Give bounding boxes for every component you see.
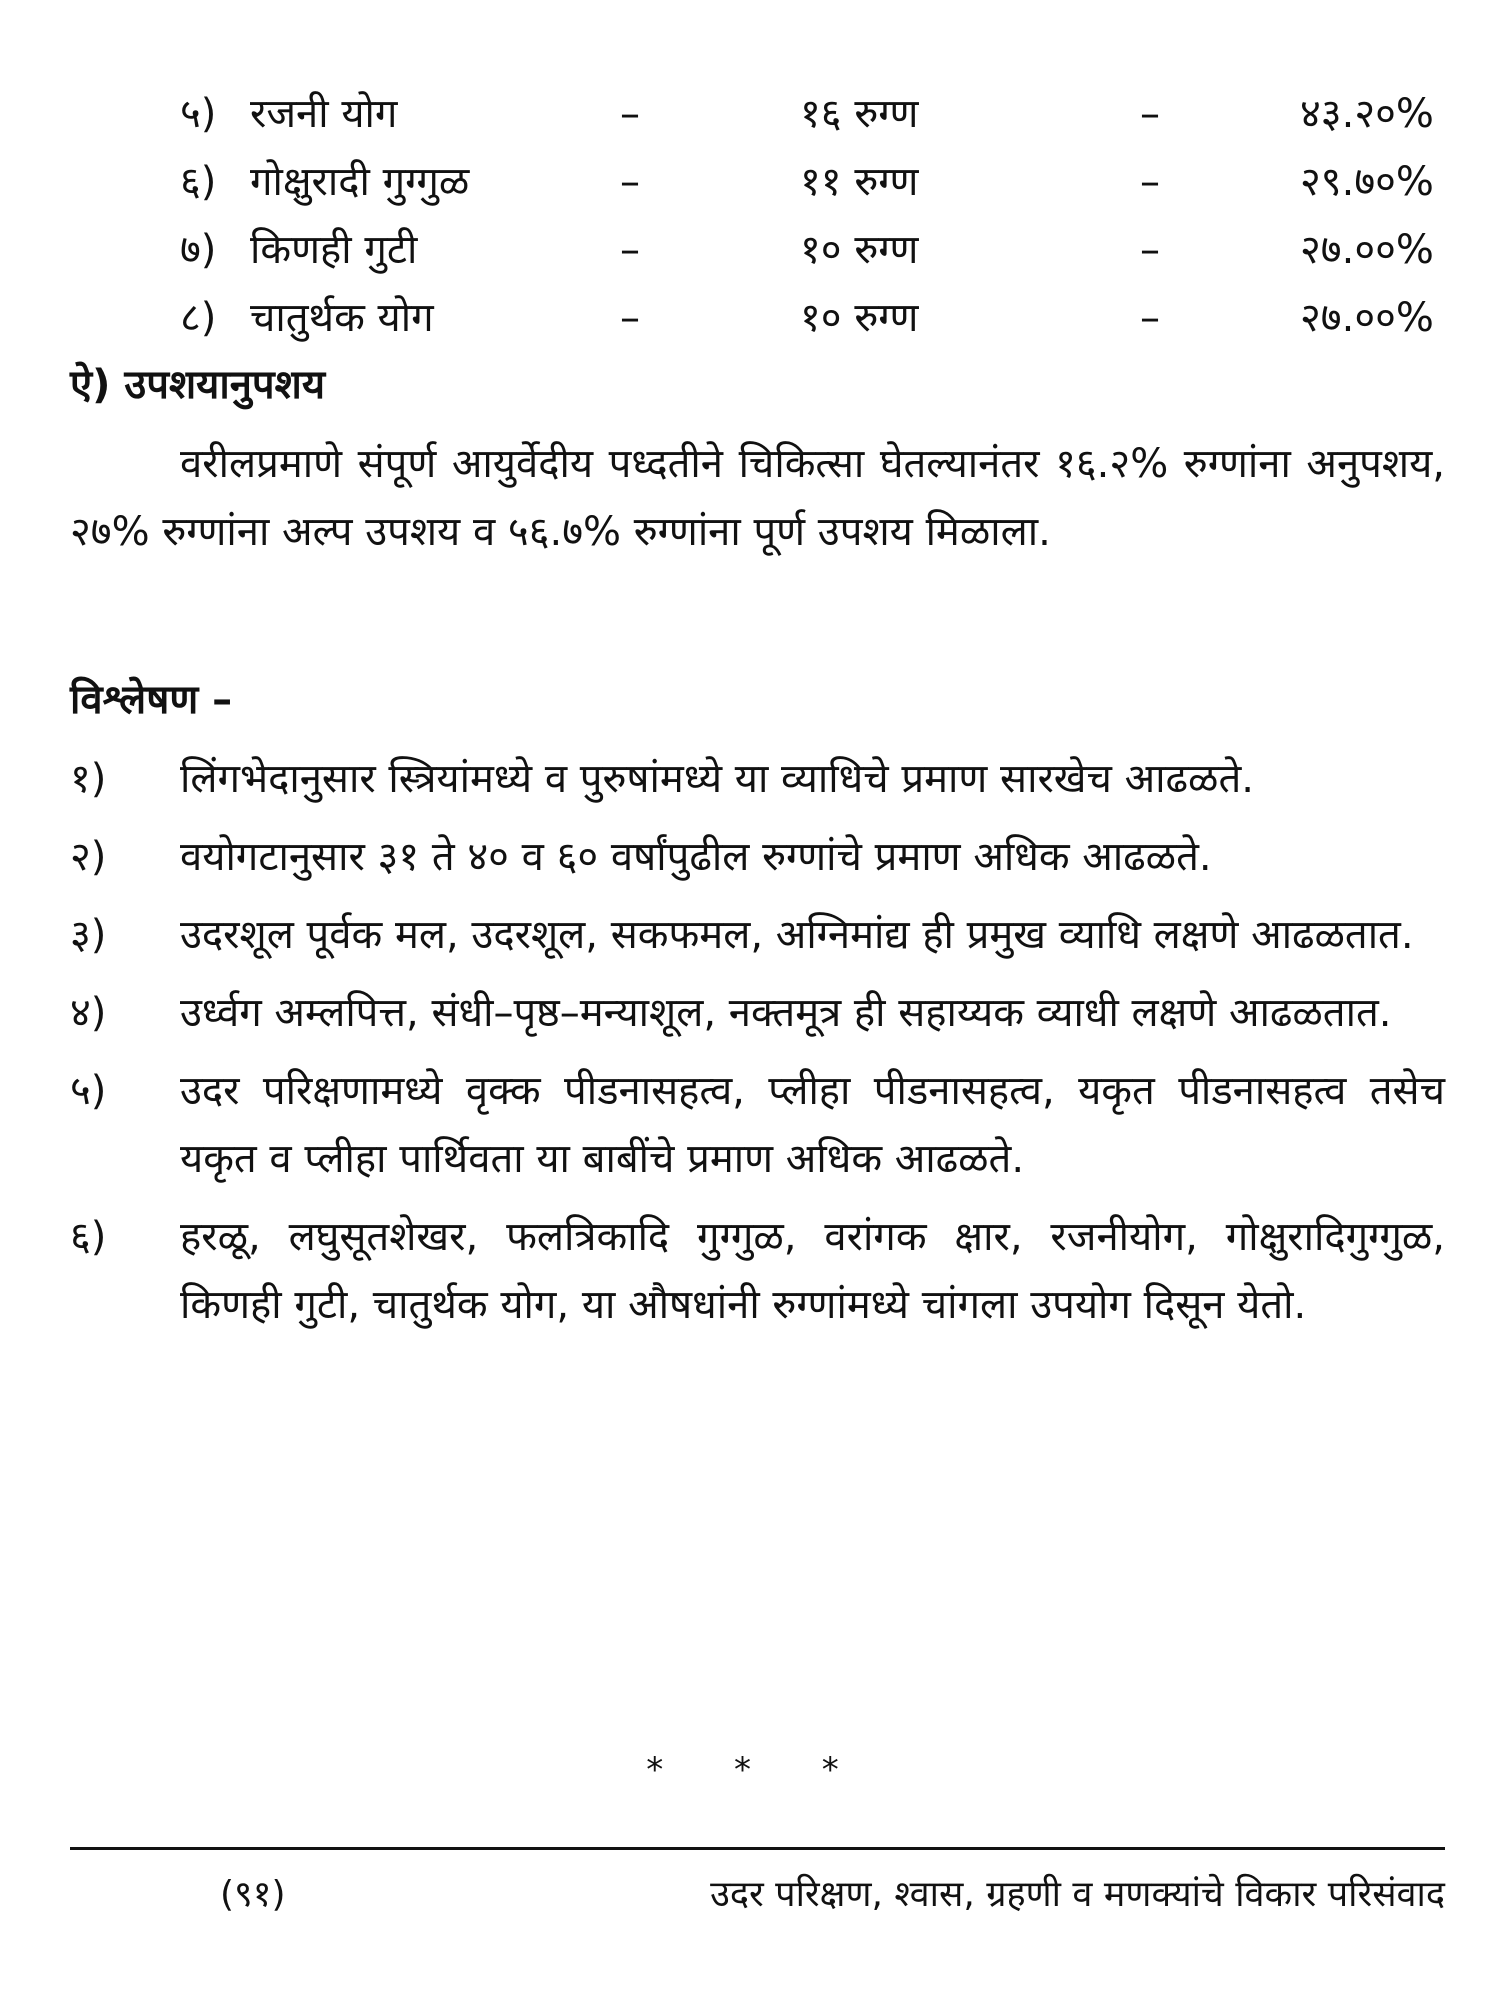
list-item [70,823,1445,891]
list-item [70,745,1445,813]
list-item-number: ४) [70,990,107,1036]
dash-separator: – [620,227,640,273]
list-item-text: उदर परिक्षणामध्ये वृक्क पीडनासहत्व, प्लीहा पीडनासहत्व, यकृत पीडनासहत्व तसेच यकृत व प्लीहा पार्थिवता या बाबींचे प्रमाण अधिक आढळते. [180,1068,1445,1182]
running-title: उदर परिक्षण, श्वास, ग्रहणी व मणक्यांचे विकार परिसंवाद [710,1874,1445,1915]
list-item-text: उदरशूल पूर्वक मल, उदरशूल, सकफमल, अग्निमांद्य ही प्रमुख व्याधि लक्षणे आढळतात. [180,912,1414,958]
patient-count: १० रुग्ण [800,295,919,341]
list-item [70,979,1445,1047]
remedy-name: चातुर्थक योग [250,295,434,341]
list-item-text: उर्ध्वग अम्लपित्त, संधी–पृष्ठ–मन्याशूल, नक्तमूत्र ही सहाय्यक व्याधी लक्षणे आढळतात. [180,990,1392,1036]
page-footer [70,1865,1445,1925]
list-item-text: हरळू, लघुसूतशेखर, फलत्रिकादि गुग्गुळ, वरांगक क्षार, रजनीयोग, गोक्षुरादिगुग्गुळ, किणही गुटी, चातुर्थक योग, या औषधांनी रुग्णांमध्ये चांगला उपयोग दिसून येतो. [180,1214,1445,1328]
page-number: (९१) [220,1874,286,1915]
dash-separator: – [1140,91,1160,137]
patient-count: ११ रुग्ण [800,159,919,205]
list-item-number: ५) [70,1068,107,1114]
document-page [70,60,1450,1960]
row-number: ५) [180,91,217,137]
remedy-results-table [180,80,1440,352]
section-heading-upashaya: ऐ) उपशयानुपशय [70,362,326,408]
patient-count: १० रुग्ण [800,227,919,273]
list-item-text: लिंगभेदानुसार स्त्रियांमध्ये व पुरुषांमध्ये या व्याधिचे प्रमाण सारखेच आढळते. [180,756,1254,802]
percentage: २९.७०% [1300,159,1434,205]
list-item-number: १) [70,756,107,802]
footer-divider [70,1847,1445,1850]
section-heading-analysis: विश्लेषण – [70,677,233,723]
dash-separator: – [620,91,640,137]
analysis-list [70,745,1445,1349]
dash-separator: – [1140,159,1160,205]
row-number: ८) [180,295,217,341]
section-separator: * * * [646,1750,869,1790]
list-item-text: वयोगटानुसार ३१ ते ४० व ६० वर्षांपुढील रुग्णांचे प्रमाण अधिक आढळते. [180,834,1212,880]
row-number: ७) [180,227,217,273]
percentage: ४३.२०% [1300,91,1434,137]
list-item-number: ६) [70,1214,107,1260]
table-row [180,80,1440,148]
dash-separator: – [620,295,640,341]
table-row [180,284,1440,352]
dash-separator: – [1140,295,1160,341]
percentage: २७.००% [1300,295,1434,341]
dash-separator: – [1140,227,1160,273]
upashaya-paragraph: वरीलप्रमाणे संपूर्ण आयुर्वेदीय पध्दतीने चिकित्सा घेतल्यानंतर १६.२% रुग्णांना अनुपशय, २७% रुग्णांना अल्प उपशय व ५६.७% रुग्णांना पूर्ण उपशय मिळाला. [70,441,1445,555]
patient-count: १६ रुग्ण [800,91,919,137]
list-item [70,901,1445,969]
row-number: ६) [180,159,217,205]
list-item [70,1203,1445,1339]
remedy-name: गोक्षुरादी गुग्गुळ [250,159,470,205]
table-row [180,216,1440,284]
table-row [180,148,1440,216]
list-item-number: ३) [70,912,107,958]
dash-separator: – [620,159,640,205]
remedy-name: रजनी योग [250,91,398,137]
percentage: २७.००% [1300,227,1434,273]
list-item [70,1057,1445,1193]
list-item-number: २) [70,834,107,880]
remedy-name: किणही गुटी [250,227,418,273]
